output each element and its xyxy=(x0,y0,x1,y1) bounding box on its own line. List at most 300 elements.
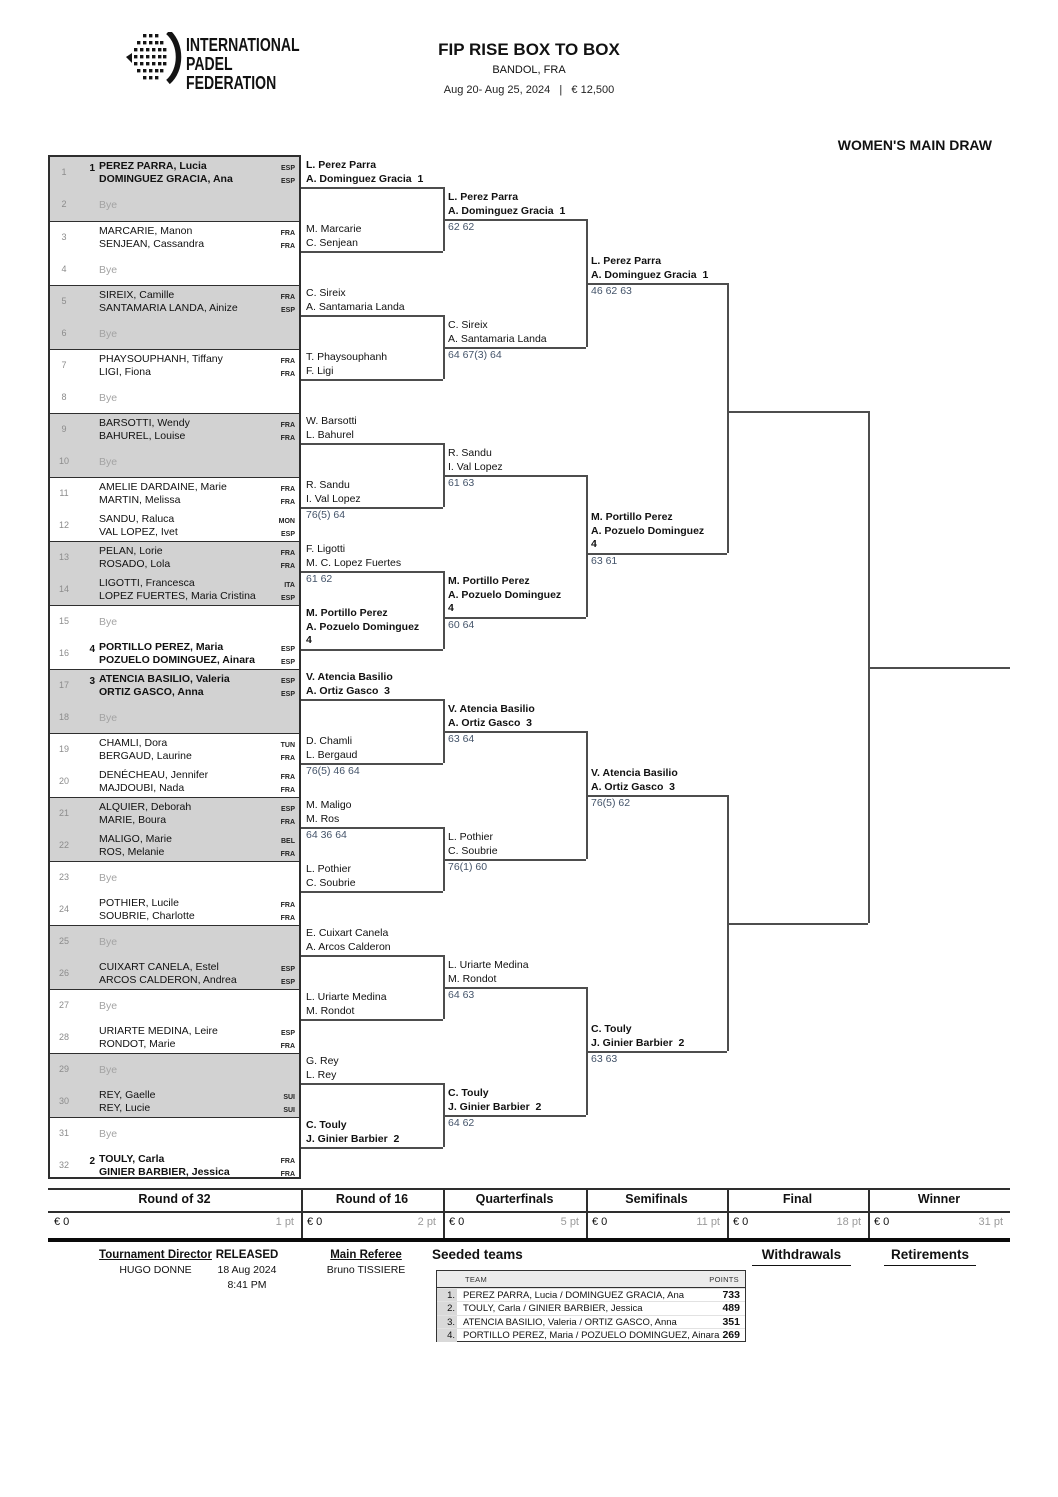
draw-pair xyxy=(50,349,299,413)
bye-label: Bye xyxy=(99,264,118,276)
connector-line xyxy=(301,955,443,957)
connector-line xyxy=(301,1147,443,1149)
connector-line xyxy=(301,649,443,651)
row-number: 25 xyxy=(58,936,69,946)
bye-label: Bye xyxy=(99,872,118,884)
team-names xyxy=(99,1089,155,1115)
connector-line xyxy=(301,379,443,381)
round-points: 18 pt xyxy=(836,1216,861,1228)
team-row xyxy=(50,766,299,798)
seeded-team-row xyxy=(437,1288,745,1301)
advancing-team-line: M. Portillo Perez xyxy=(591,511,673,523)
team-row xyxy=(50,1086,299,1118)
round-label: Quarterfinals xyxy=(475,1192,554,1206)
country-code: FRA xyxy=(280,499,295,506)
country-codes xyxy=(281,547,295,573)
country-code: FRA xyxy=(280,486,295,493)
connector-line xyxy=(301,443,443,445)
tournament-dates-prize xyxy=(0,84,1058,96)
country-code: ESP xyxy=(280,165,295,172)
advancing-team xyxy=(306,351,440,378)
match-score: 64 67(3) 64 xyxy=(448,349,502,361)
row-number: 12 xyxy=(58,520,69,530)
country-code: FRA xyxy=(280,915,295,922)
row-number: 19 xyxy=(58,744,69,754)
match-score: 63 64 xyxy=(448,733,475,745)
seed-number: 4 xyxy=(89,644,95,655)
team-names xyxy=(99,1025,218,1051)
country-code: ESP xyxy=(280,646,295,653)
advancing-team xyxy=(306,927,440,954)
team-names xyxy=(99,289,238,315)
row-number: 32 xyxy=(58,1160,69,1170)
player-name: REY, Gaelle xyxy=(99,1089,156,1101)
round-points: 31 pt xyxy=(978,1216,1003,1228)
advancing-team xyxy=(591,767,724,794)
country-codes xyxy=(281,963,295,989)
round-label: Round of 32 xyxy=(138,1192,211,1206)
bye-label: Bye xyxy=(99,712,118,724)
match-score: 64 62 xyxy=(448,1117,475,1129)
seeded-team-names: ATENCIA BASILIO, Valeria / ORTIZ GASCO, Anna xyxy=(463,1316,677,1328)
connector-line xyxy=(301,315,443,317)
player-name: BAHUREL, Louise xyxy=(99,430,186,442)
row-number: 15 xyxy=(58,616,69,626)
player-name: RONDOT, Marie xyxy=(99,1038,176,1050)
country-codes xyxy=(283,1091,295,1117)
rounds-bar-mid-line xyxy=(48,1211,1010,1213)
advancing-team-line: C. Senjean xyxy=(306,236,358,249)
country-code: MON xyxy=(278,518,295,525)
main-referee-block xyxy=(305,1249,427,1276)
country-codes xyxy=(281,835,295,861)
team-row xyxy=(50,350,299,382)
advancing-team-line: C. Sireix xyxy=(306,287,346,299)
advancing-team xyxy=(591,511,724,552)
connector-line xyxy=(443,827,445,891)
player-name: DENÉCHEAU, Jennifer xyxy=(99,769,209,781)
advancing-team-line: C. Sireix xyxy=(448,319,488,331)
country-code: FRA xyxy=(280,435,295,442)
team-names xyxy=(99,160,233,186)
player-name: SIREIX, Camille xyxy=(99,289,175,301)
draw-pair xyxy=(50,861,299,925)
match-score: 61 63 xyxy=(448,477,475,489)
country-code: FRA xyxy=(280,787,295,794)
advancing-team-line: L. Pothier xyxy=(448,831,493,843)
tournament-dates: Aug 20- Aug 25, 2024 xyxy=(443,84,551,96)
team-names xyxy=(99,1153,230,1179)
logo-line-3: FEDERATION xyxy=(186,73,277,93)
bye-label: Bye xyxy=(99,328,118,340)
advancing-team xyxy=(306,799,440,826)
bye-label: Bye xyxy=(99,456,118,468)
connector-line xyxy=(443,571,445,649)
team-names xyxy=(99,897,195,923)
advancing-team-line: A. Santamaria Landa xyxy=(448,332,547,345)
player-name: TOULY, Carla xyxy=(99,1153,165,1165)
bye-row xyxy=(50,702,299,734)
team-names xyxy=(99,801,191,827)
connector-line xyxy=(586,987,588,1115)
advancing-team-line: A. Ortiz Gasco 3 xyxy=(591,780,676,793)
country-code: SUI xyxy=(283,1094,295,1101)
advancing-team xyxy=(306,1055,440,1082)
row-number: 21 xyxy=(58,808,69,818)
team-row xyxy=(50,1022,299,1054)
player-name: LOPEZ FUERTES, Maria Cristina xyxy=(99,590,256,602)
bye-row xyxy=(50,926,299,958)
advancing-team xyxy=(448,319,583,346)
round-points: 11 pt xyxy=(696,1216,720,1228)
team-names xyxy=(99,545,170,571)
player-name: ATENCIA BASILIO, Valeria xyxy=(99,673,230,685)
connector-line xyxy=(443,955,445,1019)
advancing-team-line: V. Atencia Basilio xyxy=(306,671,393,683)
match-score: 76(5) 46 64 xyxy=(306,765,360,777)
connector-line xyxy=(443,187,445,251)
advancing-team-line: C. Touly xyxy=(448,1087,489,1099)
country-code: ESP xyxy=(280,678,295,685)
row-number: 5 xyxy=(61,296,67,306)
connector-line xyxy=(727,411,868,413)
connector-line xyxy=(868,667,1010,669)
draw-pair xyxy=(50,733,299,797)
player-name: ROSADO, Lola xyxy=(99,558,171,570)
row-number: 22 xyxy=(58,840,69,850)
connector-line xyxy=(443,699,445,763)
advancing-team xyxy=(448,831,583,858)
round-points: 2 pt xyxy=(417,1216,436,1228)
advancing-team xyxy=(306,735,440,762)
row-number: 27 xyxy=(58,1000,69,1010)
round-label: Winner xyxy=(917,1192,961,1206)
team-names xyxy=(99,961,237,987)
country-codes xyxy=(279,515,295,541)
advancing-team-line: M. Ros xyxy=(306,812,340,825)
seeded-teams-table xyxy=(436,1270,746,1342)
seeded-team-number: 2. xyxy=(437,1302,457,1314)
bye-row xyxy=(50,446,299,478)
logo-line-2: PADEL xyxy=(186,54,233,74)
rounds-bar-top-line xyxy=(48,1188,1010,1190)
match-score: 63 63 xyxy=(591,1053,618,1065)
draw-pair xyxy=(50,925,299,989)
team-row xyxy=(50,958,299,990)
bye-row xyxy=(50,318,299,350)
tournament-prize: € 12,500 xyxy=(571,84,615,96)
player-name: AMELIE DARDAINE, Marie xyxy=(99,481,227,493)
draw-pair xyxy=(50,605,299,669)
seeded-team-points: 733 xyxy=(722,1289,740,1301)
advancing-team-line: R. Sandu xyxy=(306,479,350,491)
released-block xyxy=(196,1249,298,1291)
bye-row xyxy=(50,254,299,286)
country-code: FRA xyxy=(280,1158,295,1165)
country-code: ESP xyxy=(280,531,295,538)
advancing-team-line: I. Val Lopez xyxy=(306,492,361,505)
seeded-team-points: 351 xyxy=(722,1315,740,1328)
advancing-team xyxy=(591,1023,724,1050)
country-codes xyxy=(281,803,295,829)
country-code: ESP xyxy=(280,979,295,986)
round-prize: € 0 xyxy=(54,1216,70,1228)
country-codes xyxy=(281,1027,295,1053)
country-code: ESP xyxy=(280,595,295,602)
player-name: PELAN, Lorie xyxy=(99,545,163,557)
advancing-team-line: 4 xyxy=(306,634,312,646)
team-names xyxy=(99,513,178,539)
player-name: ALQUIER, Deborah xyxy=(99,801,192,813)
match-score: 64 63 xyxy=(448,989,475,1001)
country-codes xyxy=(281,579,295,605)
advancing-team-line: L. Perez Parra xyxy=(591,255,662,267)
row-number: 7 xyxy=(61,360,67,370)
seeded-team-points: 489 xyxy=(722,1302,740,1315)
match-score: 76(5) 64 xyxy=(306,509,346,521)
advancing-team-line: A. Dominguez Gracia 1 xyxy=(306,172,424,185)
country-code: TUN xyxy=(280,742,295,749)
connector-line xyxy=(727,283,729,553)
advancing-team-line: A. Pozuelo Dominguez xyxy=(306,620,420,633)
advancing-team-line: W. Barsotti xyxy=(306,415,357,427)
player-name: SENJEAN, Cassandra xyxy=(99,238,205,250)
advancing-team-line: A. Arcos Calderon xyxy=(306,940,391,953)
connector-line xyxy=(443,315,445,379)
row-number: 24 xyxy=(58,904,69,914)
row-number: 9 xyxy=(61,424,67,434)
country-code: FRA xyxy=(280,851,295,858)
advancing-team xyxy=(306,671,440,698)
advancing-team xyxy=(306,479,440,506)
team-row xyxy=(50,1150,299,1182)
connector-line xyxy=(586,731,588,859)
bye-label: Bye xyxy=(99,936,118,948)
advancing-team-line: M. Rondot xyxy=(448,972,497,985)
advancing-team xyxy=(448,703,583,730)
advancing-team-line: L. Uriarte Medina xyxy=(448,959,529,971)
team-row xyxy=(50,894,299,926)
row-number: 17 xyxy=(58,680,69,690)
team-row xyxy=(50,830,299,862)
advancing-team-line: V. Atencia Basilio xyxy=(591,767,678,779)
row-number: 4 xyxy=(61,264,67,274)
advancing-team-line: L. Rey xyxy=(306,1068,337,1081)
advancing-team xyxy=(591,255,724,282)
row-number: 23 xyxy=(58,872,69,882)
country-codes xyxy=(281,643,295,669)
retirements-heading: Retirements xyxy=(884,1247,976,1266)
team-row xyxy=(50,286,299,318)
country-codes xyxy=(281,227,295,253)
advancing-team-line: D. Chamli xyxy=(306,735,353,747)
advancing-team-line: L. Perez Parra xyxy=(306,159,377,171)
player-name: REY, Lucie xyxy=(99,1102,151,1114)
country-codes xyxy=(281,675,295,701)
row-number: 14 xyxy=(58,584,69,594)
bye-label: Bye xyxy=(99,1128,118,1140)
player-name: PEREZ PARRA, Lucia xyxy=(99,160,207,172)
tournament-location: BANDOL, FRA xyxy=(492,64,566,76)
team-names xyxy=(99,353,223,379)
row-number: 13 xyxy=(58,552,69,562)
tournament-title: FIP RISE BOX TO BOX xyxy=(438,40,620,59)
row-number: 18 xyxy=(58,712,69,722)
country-code: ESP xyxy=(280,966,295,973)
bye-label: Bye xyxy=(99,1000,118,1012)
connector-line xyxy=(586,219,588,347)
player-name: BERGAUD, Laurine xyxy=(99,750,192,762)
row-number: 26 xyxy=(58,968,69,978)
advancing-team xyxy=(448,447,583,474)
advancing-team-line: A. Ortiz Gasco 3 xyxy=(306,684,391,697)
player-name: PORTILLO PEREZ, Maria xyxy=(99,641,224,653)
seeded-team-names: TOULY, Carla / GINIER BARBIER, Jessica xyxy=(463,1303,643,1315)
advancing-team xyxy=(306,1119,440,1146)
advancing-team xyxy=(448,191,583,218)
connector-line xyxy=(868,411,870,923)
seed-number: 2 xyxy=(89,1156,95,1167)
country-code: FRA xyxy=(280,358,295,365)
advancing-team-line: M. Marcarie xyxy=(306,223,362,235)
country-code: ESP xyxy=(280,1030,295,1037)
row-number: 28 xyxy=(58,1032,69,1042)
row-number: 16 xyxy=(58,648,69,658)
advancing-team xyxy=(306,415,440,442)
advancing-team xyxy=(306,607,440,648)
advancing-team-line: M. Portillo Perez xyxy=(448,575,530,587)
connector-line xyxy=(301,251,443,253)
team-row xyxy=(50,798,299,830)
released-time: 8:41 PM xyxy=(227,1279,267,1291)
row-number: 8 xyxy=(61,392,67,402)
row-number: 11 xyxy=(59,488,69,498)
advancing-team-line: T. Phaysouphanh xyxy=(306,351,388,363)
round-prize: € 0 xyxy=(592,1216,608,1228)
advancing-team-line: I. Val Lopez xyxy=(448,460,503,473)
country-code: BEL xyxy=(281,838,295,845)
country-code: FRA xyxy=(280,294,295,301)
country-code: FRA xyxy=(280,563,295,570)
connector-line xyxy=(727,923,868,925)
team-names xyxy=(99,833,172,859)
advancing-team-line: F. Ligotti xyxy=(306,543,346,555)
round-of-32-column xyxy=(48,155,301,1179)
seeded-team-row xyxy=(437,1328,745,1341)
round-label: Round of 16 xyxy=(335,1192,409,1206)
team-row xyxy=(50,222,299,254)
footer-divider-bar xyxy=(48,1238,1010,1242)
country-codes xyxy=(281,291,295,317)
draw-pair xyxy=(50,989,299,1053)
team-row xyxy=(50,542,299,574)
player-name: URIARTE MEDINA, Leire xyxy=(99,1025,218,1037)
seeded-team-row xyxy=(437,1315,745,1328)
bye-row xyxy=(50,1054,299,1086)
advancing-team-line: L. Bahurel xyxy=(306,428,354,441)
country-code: FRA xyxy=(280,422,295,429)
seeded-team-number: 1. xyxy=(437,1289,457,1301)
advancing-team-line: J. Ginier Barbier 2 xyxy=(591,1036,685,1049)
round-prize: € 0 xyxy=(449,1216,465,1228)
advancing-team-line: L. Uriarte Medina xyxy=(306,991,387,1003)
country-code: FRA xyxy=(280,550,295,557)
seeded-team-names: PORTILLO PEREZ, Maria / POZUELO DOMINGUEZ, Ainara xyxy=(463,1330,720,1342)
round-label: Final xyxy=(782,1192,813,1206)
country-code: ESP xyxy=(280,806,295,813)
country-codes xyxy=(281,771,295,797)
country-code: ESP xyxy=(280,659,295,666)
advancing-team-line: J. Ginier Barbier 2 xyxy=(306,1132,400,1145)
round-label: Semifinals xyxy=(625,1192,688,1206)
advancing-team-line: A. Santamaria Landa xyxy=(306,300,405,313)
player-name: BARSOTTI, Wendy xyxy=(99,417,190,429)
advancing-team-line: C. Touly xyxy=(591,1023,632,1035)
advancing-team-line: L. Pothier xyxy=(306,863,351,875)
match-score: 62 62 xyxy=(448,221,475,233)
player-name: POTHIER, Lucile xyxy=(99,897,179,909)
match-score: 76(1) 60 xyxy=(448,861,488,873)
country-code: FRA xyxy=(280,243,295,250)
seeded-header-team: TEAM xyxy=(465,1275,488,1284)
advancing-team-line: J. Ginier Barbier 2 xyxy=(448,1100,542,1113)
round-points: 5 pt xyxy=(560,1216,579,1228)
seeded-teams-header xyxy=(437,1271,745,1288)
logo-line-1: INTERNATIONAL xyxy=(186,35,300,55)
player-name: DOMINGUEZ GRACIA, Ana xyxy=(99,173,233,185)
team-names xyxy=(99,481,227,507)
round-points: 1 pt xyxy=(275,1216,294,1228)
player-name: MARIE, Boura xyxy=(99,814,167,826)
tournament-director-name: HUGO DONNE xyxy=(119,1264,192,1276)
row-number: 2 xyxy=(61,199,67,209)
player-name: VAL LOPEZ, Ivet xyxy=(99,526,178,538)
connector-line xyxy=(301,1019,443,1021)
team-row xyxy=(50,670,299,702)
country-codes xyxy=(281,483,295,509)
player-name: SANDU, Raluca xyxy=(99,513,175,525)
player-name: LIGI, Fiona xyxy=(99,366,151,378)
advancing-team xyxy=(306,991,440,1018)
advancing-team-line: R. Sandu xyxy=(448,447,492,459)
team-row xyxy=(50,638,299,670)
advancing-team xyxy=(306,223,440,250)
player-name: MARCARIE, Manon xyxy=(99,225,193,237)
player-name: CUIXART CANELA, Estel xyxy=(99,961,219,973)
withdrawals-heading: Withdrawals xyxy=(752,1247,851,1266)
country-code: ESP xyxy=(280,178,295,185)
advancing-team-line: L. Bergaud xyxy=(306,748,358,761)
advancing-team-line: A. Dominguez Gracia 1 xyxy=(591,268,709,281)
advancing-team-line: V. Atencia Basilio xyxy=(448,703,535,715)
country-code: FRA xyxy=(280,1171,295,1178)
country-code: FRA xyxy=(280,371,295,378)
bye-row xyxy=(50,189,299,221)
seeded-header-points: POINTS xyxy=(709,1275,739,1284)
team-names xyxy=(99,577,256,603)
advancing-team-line: C. Soubrie xyxy=(306,876,356,889)
row-number: 3 xyxy=(61,232,67,242)
player-name: MAJDOUBI, Nada xyxy=(99,782,185,794)
country-code: ESP xyxy=(280,691,295,698)
connector-line xyxy=(443,1083,445,1147)
player-name: CHAMLI, Dora xyxy=(99,737,168,749)
advancing-team-line: F. Ligi xyxy=(306,364,334,377)
team-names xyxy=(99,641,255,667)
connector-line xyxy=(443,443,445,507)
advancing-team-line: 4 xyxy=(448,602,454,614)
team-names xyxy=(99,417,190,443)
